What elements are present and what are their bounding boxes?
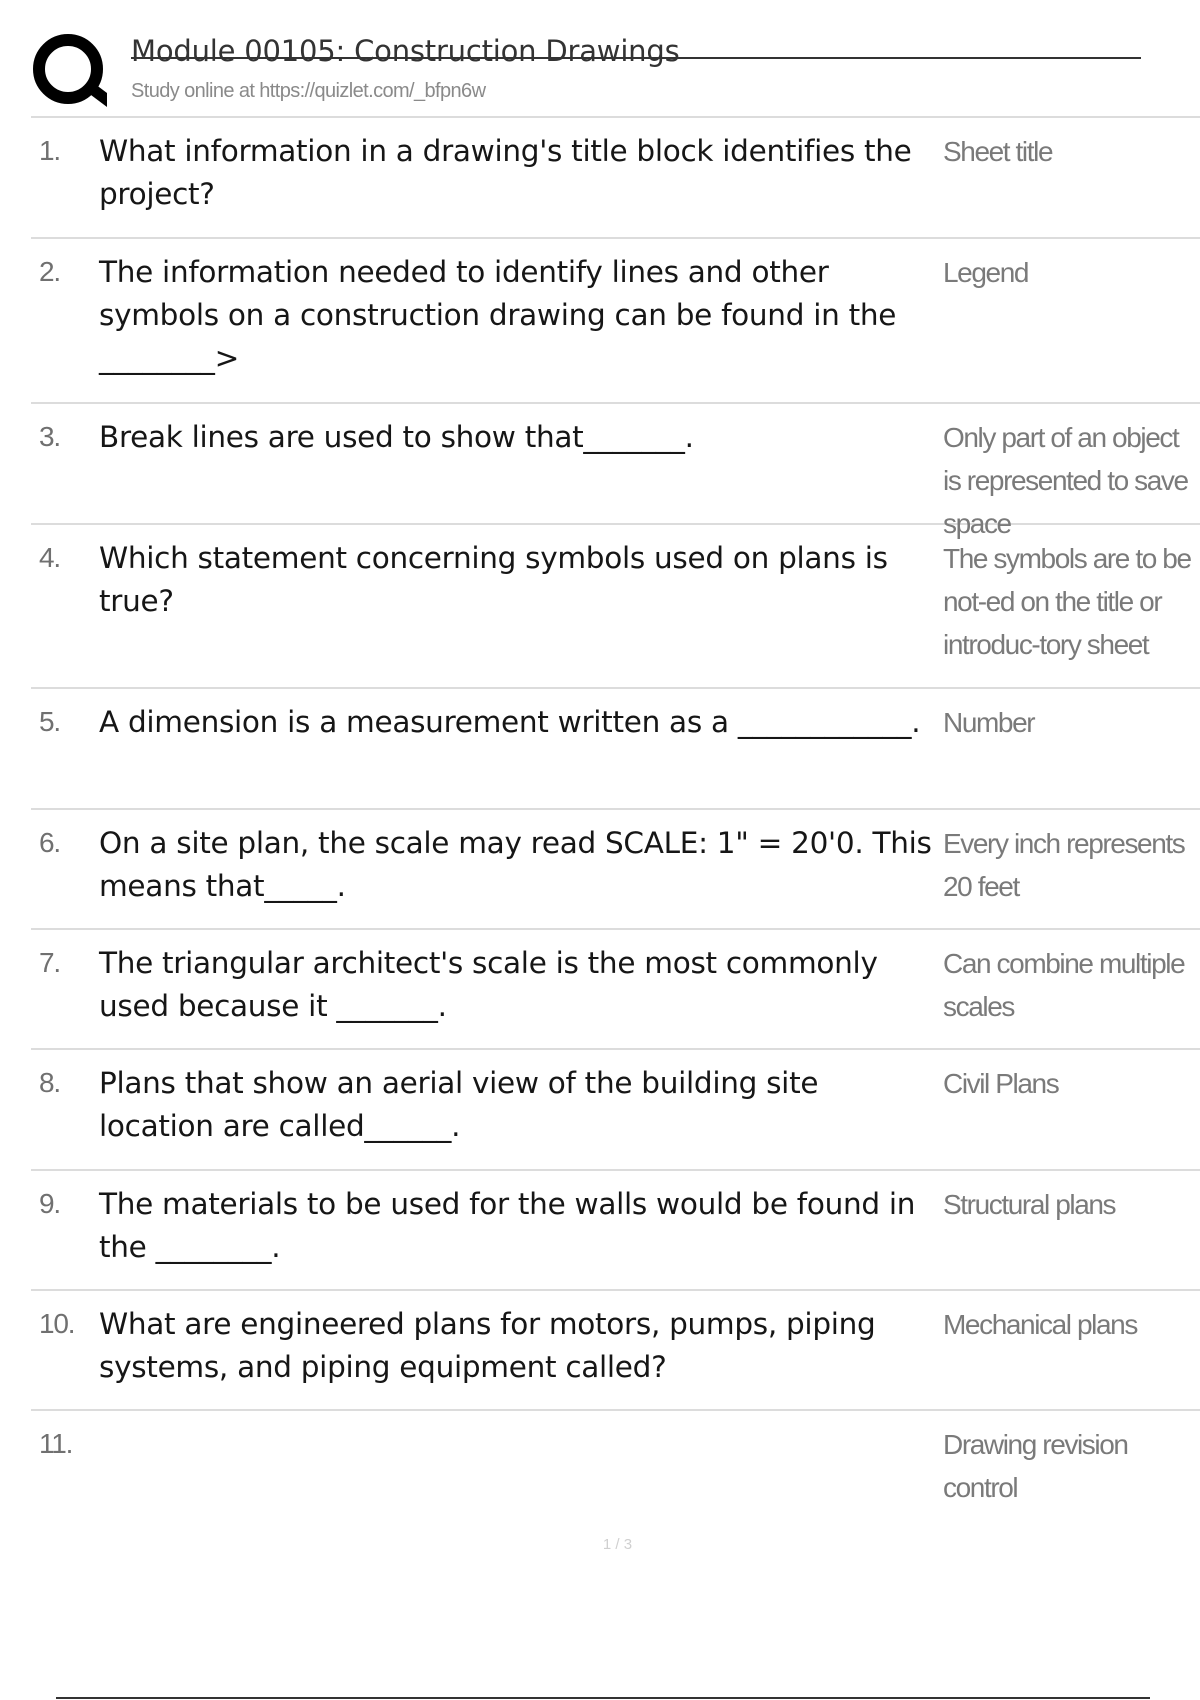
card-definition: Can combine multiple scales: [943, 948, 1185, 1022]
card-term: What information in a drawing's title block identifies the project?: [99, 134, 912, 211]
card-term: Break lines are used to show that_______.: [99, 420, 694, 454]
bottom-divider: [56, 1697, 1150, 1699]
title-strike-rule: [131, 57, 1141, 59]
card-term: The information needed to identify lines and other symbols on a construction drawing can be found in the ________>: [99, 255, 897, 375]
card-definition: Drawing revision control: [943, 1429, 1128, 1503]
card-number: 3.: [39, 421, 60, 452]
card-term: The materials to be used for the walls would be found in the ________.: [99, 1187, 916, 1264]
card-definition: Legend: [943, 257, 1029, 288]
flashcard-row: [31, 118, 1200, 239]
quizlet-q-logo-icon: [31, 31, 113, 113]
card-number: 2.: [39, 256, 60, 287]
card-term: On a site plan, the scale may read SCALE: 1" = 20'0. This means that_____.: [99, 826, 932, 903]
card-number: 9.: [39, 1188, 60, 1219]
flashcard-row: [31, 525, 1200, 689]
page-indicator: 1 / 3: [602, 1536, 633, 1553]
card-term: Plans that show an aerial view of the building site location are called______.: [99, 1066, 819, 1143]
page-title: Module 00105: Construction Drawings: [131, 34, 680, 68]
card-number: 1.: [39, 135, 60, 166]
flashcard-row: [31, 404, 1200, 539]
card-number: 4.: [39, 542, 60, 573]
flashcard-row: [31, 1411, 1200, 1521]
card-term: What are engineered plans for motors, pumps, piping systems, and piping equipment called?: [99, 1307, 876, 1384]
card-definition: Every inch represents 20 feet: [943, 828, 1185, 902]
card-definition: Only part of an object is represented to save space: [943, 422, 1188, 539]
flashcard-list: [31, 116, 1200, 1521]
card-definition: Sheet title: [943, 136, 1053, 167]
card-number: 10.: [39, 1308, 75, 1339]
card-term: A dimension is a measurement written as a ____________.: [99, 705, 921, 739]
card-number: 11.: [39, 1428, 73, 1459]
card-definition: The symbols are to be not-ed on the title or introduc-tory sheet: [943, 543, 1191, 660]
flashcard-row: [31, 810, 1200, 930]
card-definition: Structural plans: [943, 1189, 1116, 1220]
flashcard-row: [31, 1291, 1200, 1411]
card-term: Which statement concerning symbols used on plans is true?: [99, 541, 888, 618]
card-number: 7.: [39, 947, 60, 978]
flashcard-row: [31, 1050, 1200, 1171]
study-online-link[interactable]: Study online at https://quizlet.com/_bfpn6w: [131, 80, 486, 102]
card-number: 5.: [39, 706, 60, 737]
flashcard-row: [31, 239, 1200, 404]
card-number: 8.: [39, 1067, 60, 1098]
card-definition: Mechanical plans: [943, 1309, 1137, 1340]
flashcard-row: [31, 1171, 1200, 1291]
flashcard-row: [31, 689, 1200, 810]
card-definition: Number: [943, 707, 1035, 738]
card-term: The triangular architect's scale is the most commonly used because it _______.: [99, 946, 878, 1023]
card-definition: Civil Plans: [943, 1068, 1059, 1099]
card-term: [99, 1423, 943, 1509]
card-number: 6.: [39, 827, 60, 858]
flashcard-row: [31, 930, 1200, 1050]
